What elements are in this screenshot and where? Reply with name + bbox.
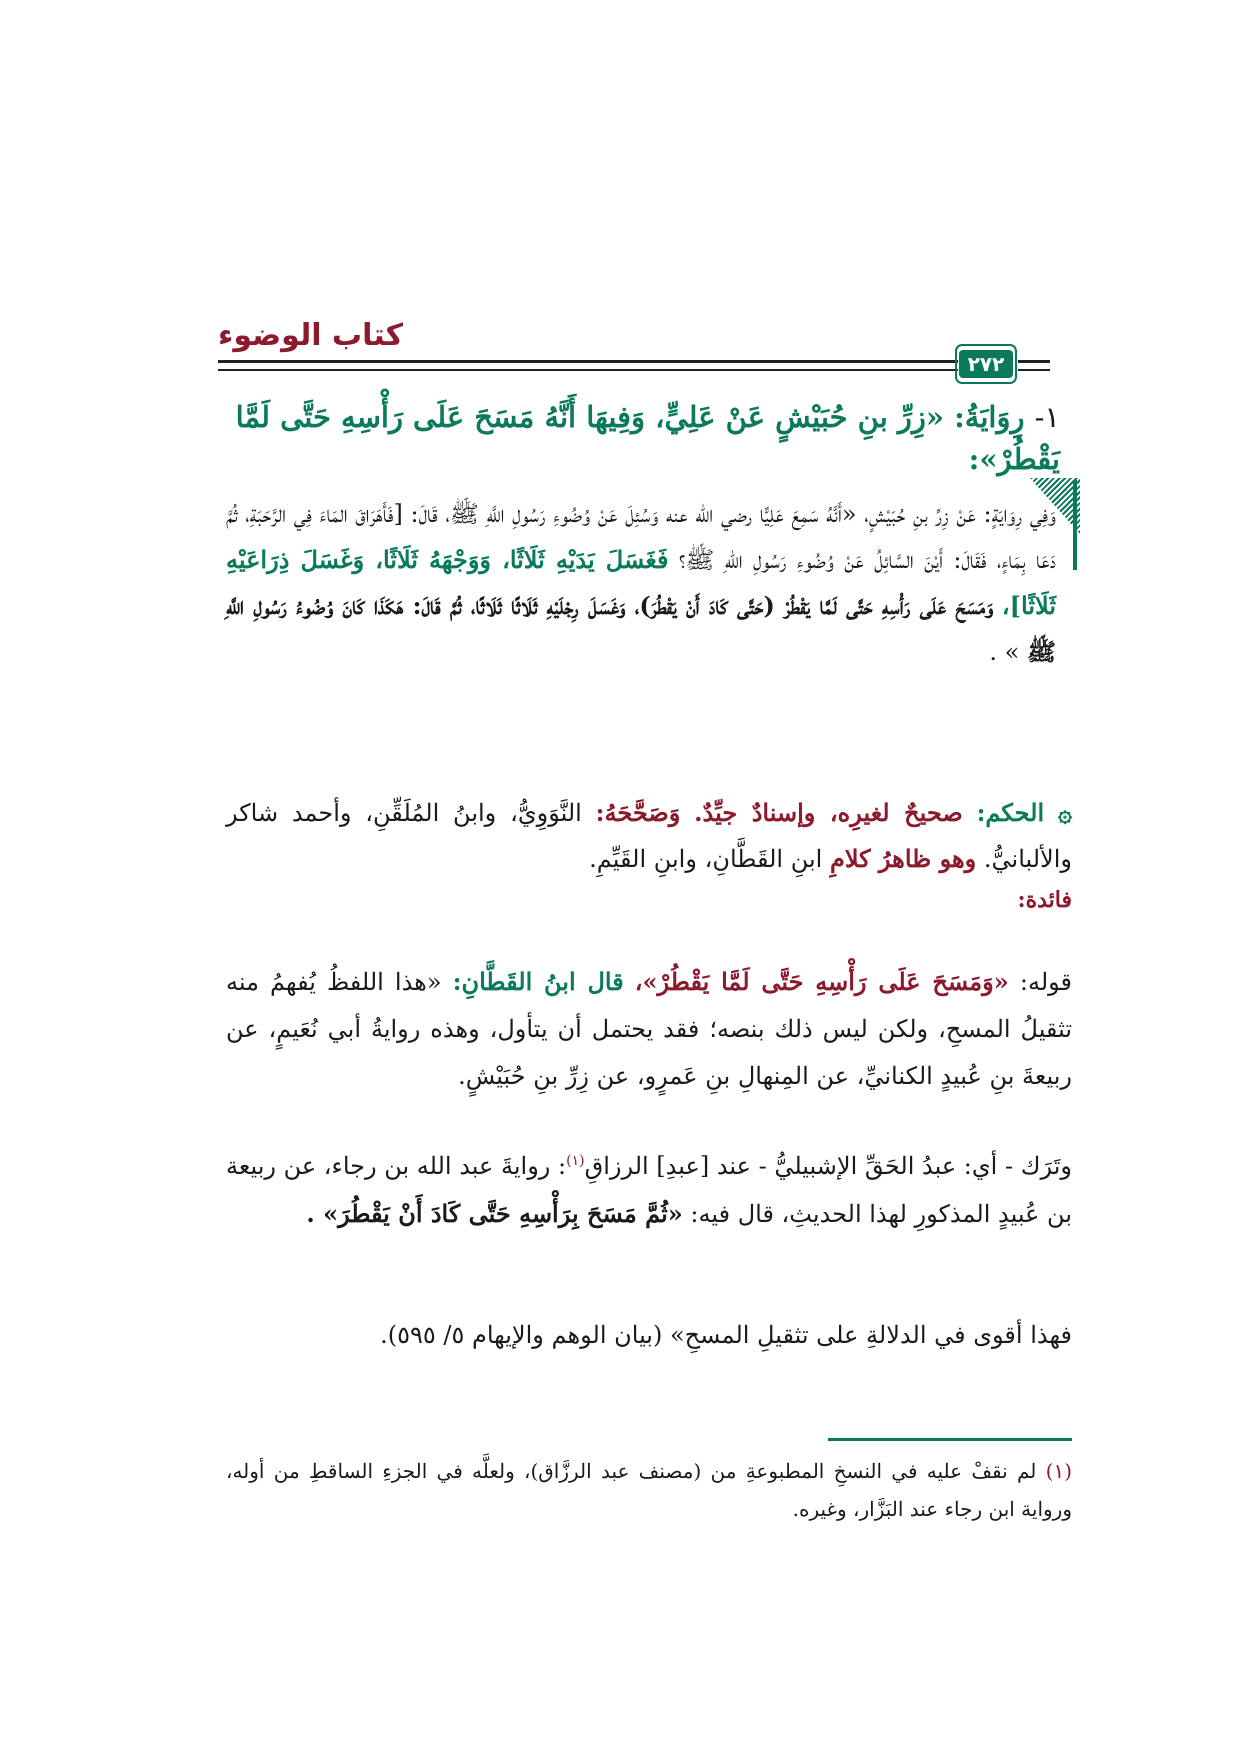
header-rule-right-inner	[1018, 369, 1050, 371]
hadith-side-rule	[1073, 480, 1077, 570]
p1-text: «هذا اللفظُ يُفهمُ منه تثقيلُ المسحِ، ولكن ليس ذلك بنصه؛ فقد يحتمل أن يتأول، وهذه روايةُ أبي نُعَيمٍ، عن ربيعةَ بنِ عُبيدٍ الكنانيِّ، عن المِنهالِ بنِ عَمرٍو، عن زِرِّ بنِ حُبَيْشٍ.	[226, 968, 1072, 1090]
body-paragraph-2	[226, 1138, 1072, 1238]
hadith-text	[226, 492, 1056, 675]
book-title: كتاب الوضوء	[218, 318, 404, 353]
section-heading	[220, 396, 1060, 480]
section-number: ١-	[1034, 400, 1060, 434]
p2-text-a: وتَرَك - أي: عبدُ الحَقِّ الإشبيليُّ - عند [عبدِ] الرزاقِ	[584, 1152, 1072, 1180]
footnote	[226, 1452, 1072, 1528]
p1-speaker: قال ابنُ القَطَّانِ:	[452, 967, 624, 996]
ruling-graded-text: النَّوَوِيُّ، وابنُ المُلَقِّنِ، وأحمد شاكر والألبانيُّ.	[226, 799, 1072, 873]
faida-label: فائدة:	[1017, 887, 1072, 913]
hadith-part-1: وَفِي رِوَايَةٍ: عَنْ زِرِّ بنِ حُبَيْشٍ، «أَنَّهُ سَمِعَ عَلِيًّا رضي الله عنه وَسُئِلَ عَنْ وُضُوءِ رَسُولِ اللَّهِ ﷺ، قَالَ: [فَأَهَرَاقَ المَاءَ فِي الرَّحَبَةِ، ثُمَّ دَعَا بِمَاءٍ، فَقَالَ: أَيْنَ السَّائِلُ عَنْ وُضُوءِ رَسُولِ اللهِ ﷺ؟	[226, 500, 1057, 574]
hadith-part-4: » .	[989, 638, 1020, 666]
header-rule-inner	[218, 369, 958, 371]
footnote-rule	[828, 1438, 1072, 1441]
footnote-text: لم نقفْ عليه في النسخِ المطبوعةِ من (مصنف عبد الرزَّاق)، ولعلَّه في الجزءِ الساقطِ من أوله، ورواية ابن رجاء عند البَزَّار، وغيره.	[226, 1459, 1072, 1521]
p2-text-b: : روايةَ عبد الله بن رجاء، عن ربيعة بن عُبيدٍ المذكورِ لهذا الحديثِ، قال فيه:	[226, 1152, 1072, 1228]
ruling-block	[226, 790, 1072, 882]
header-rule-right	[1018, 360, 1050, 363]
footnote-number: (١)	[1045, 1459, 1072, 1483]
body-paragraph-3	[226, 1312, 1072, 1359]
p1-quote: «وَمَسَحَ عَلَى رَأْسِهِ حَتَّى لَمَّا يَقْطُرْ»،	[634, 967, 1009, 996]
page-number: ٢٧٢	[959, 350, 1014, 378]
ruling-graded-label: وَصَحَّحَهُ:	[595, 798, 681, 827]
ruling-apparent-text: ابنِ القَطَّانِ، وابنِ القَيِّمِ.	[589, 845, 823, 873]
body-paragraph-1	[226, 958, 1072, 1100]
ruling-verdict: صحيحٌ لغيرِه، وإسنادٌ جيِّدٌ.	[694, 798, 963, 827]
footnote-ref[interactable]: (١)	[566, 1153, 585, 1169]
p1-intro: قوله:	[1019, 968, 1072, 996]
ruling-apparent-label: وهو ظاهرُ كلامِ	[829, 844, 977, 873]
hadith-part-2: فَغَسَلَ يَدَيْهِ ثَلَاثًا، وَوَجْهَهُ ثَلَاثًا، وَغَسَلَ ذِرَاعَيْهِ ثَلَاثًا]،	[226, 545, 1056, 620]
page-number-frame	[955, 344, 1017, 384]
hadith-part-3: وَمَسَحَ عَلَى رَأْسِهِ حَتَّى لَمَّا يَقْطُرْ (حَتَّى كَادَ أَنْ يَقْطُرَ)، وَغَسَلَ رِجْلَيْهِ ثَلَاثًا ثَلَاثًا، ثُمَّ قَالَ: هَكَذَا كَانَ وُضُوءُ رَسُولِ اللَّهِ ﷺ	[226, 591, 1056, 666]
ruling-mark-icon: ۞	[1057, 798, 1073, 827]
ruling-label: الحكم:	[976, 798, 1045, 827]
p3-text: فهذا أقوى في الدلالةِ على تثقيلِ المسحِ» (بيان الوهم والإيهام ٥/ ٥٩٥).	[380, 1321, 1072, 1349]
header-rule	[218, 360, 958, 363]
p2-quote: «ثُمَّ مَسَحَ بِرَأْسِهِ حَتَّى كَادَ أَنْ يَقْطُرَ» .	[306, 1199, 683, 1228]
section-heading-text: رِوَايَةُ: «زِرِّ بنِ حُبَيْشٍ عَنْ عَلِيٍّ، وَفِيهَا أَنَّهُ مَسَحَ عَلَى رَأْسِهِ حَتَّى لَمَّا يَقْطُرْ»:	[235, 400, 1060, 476]
